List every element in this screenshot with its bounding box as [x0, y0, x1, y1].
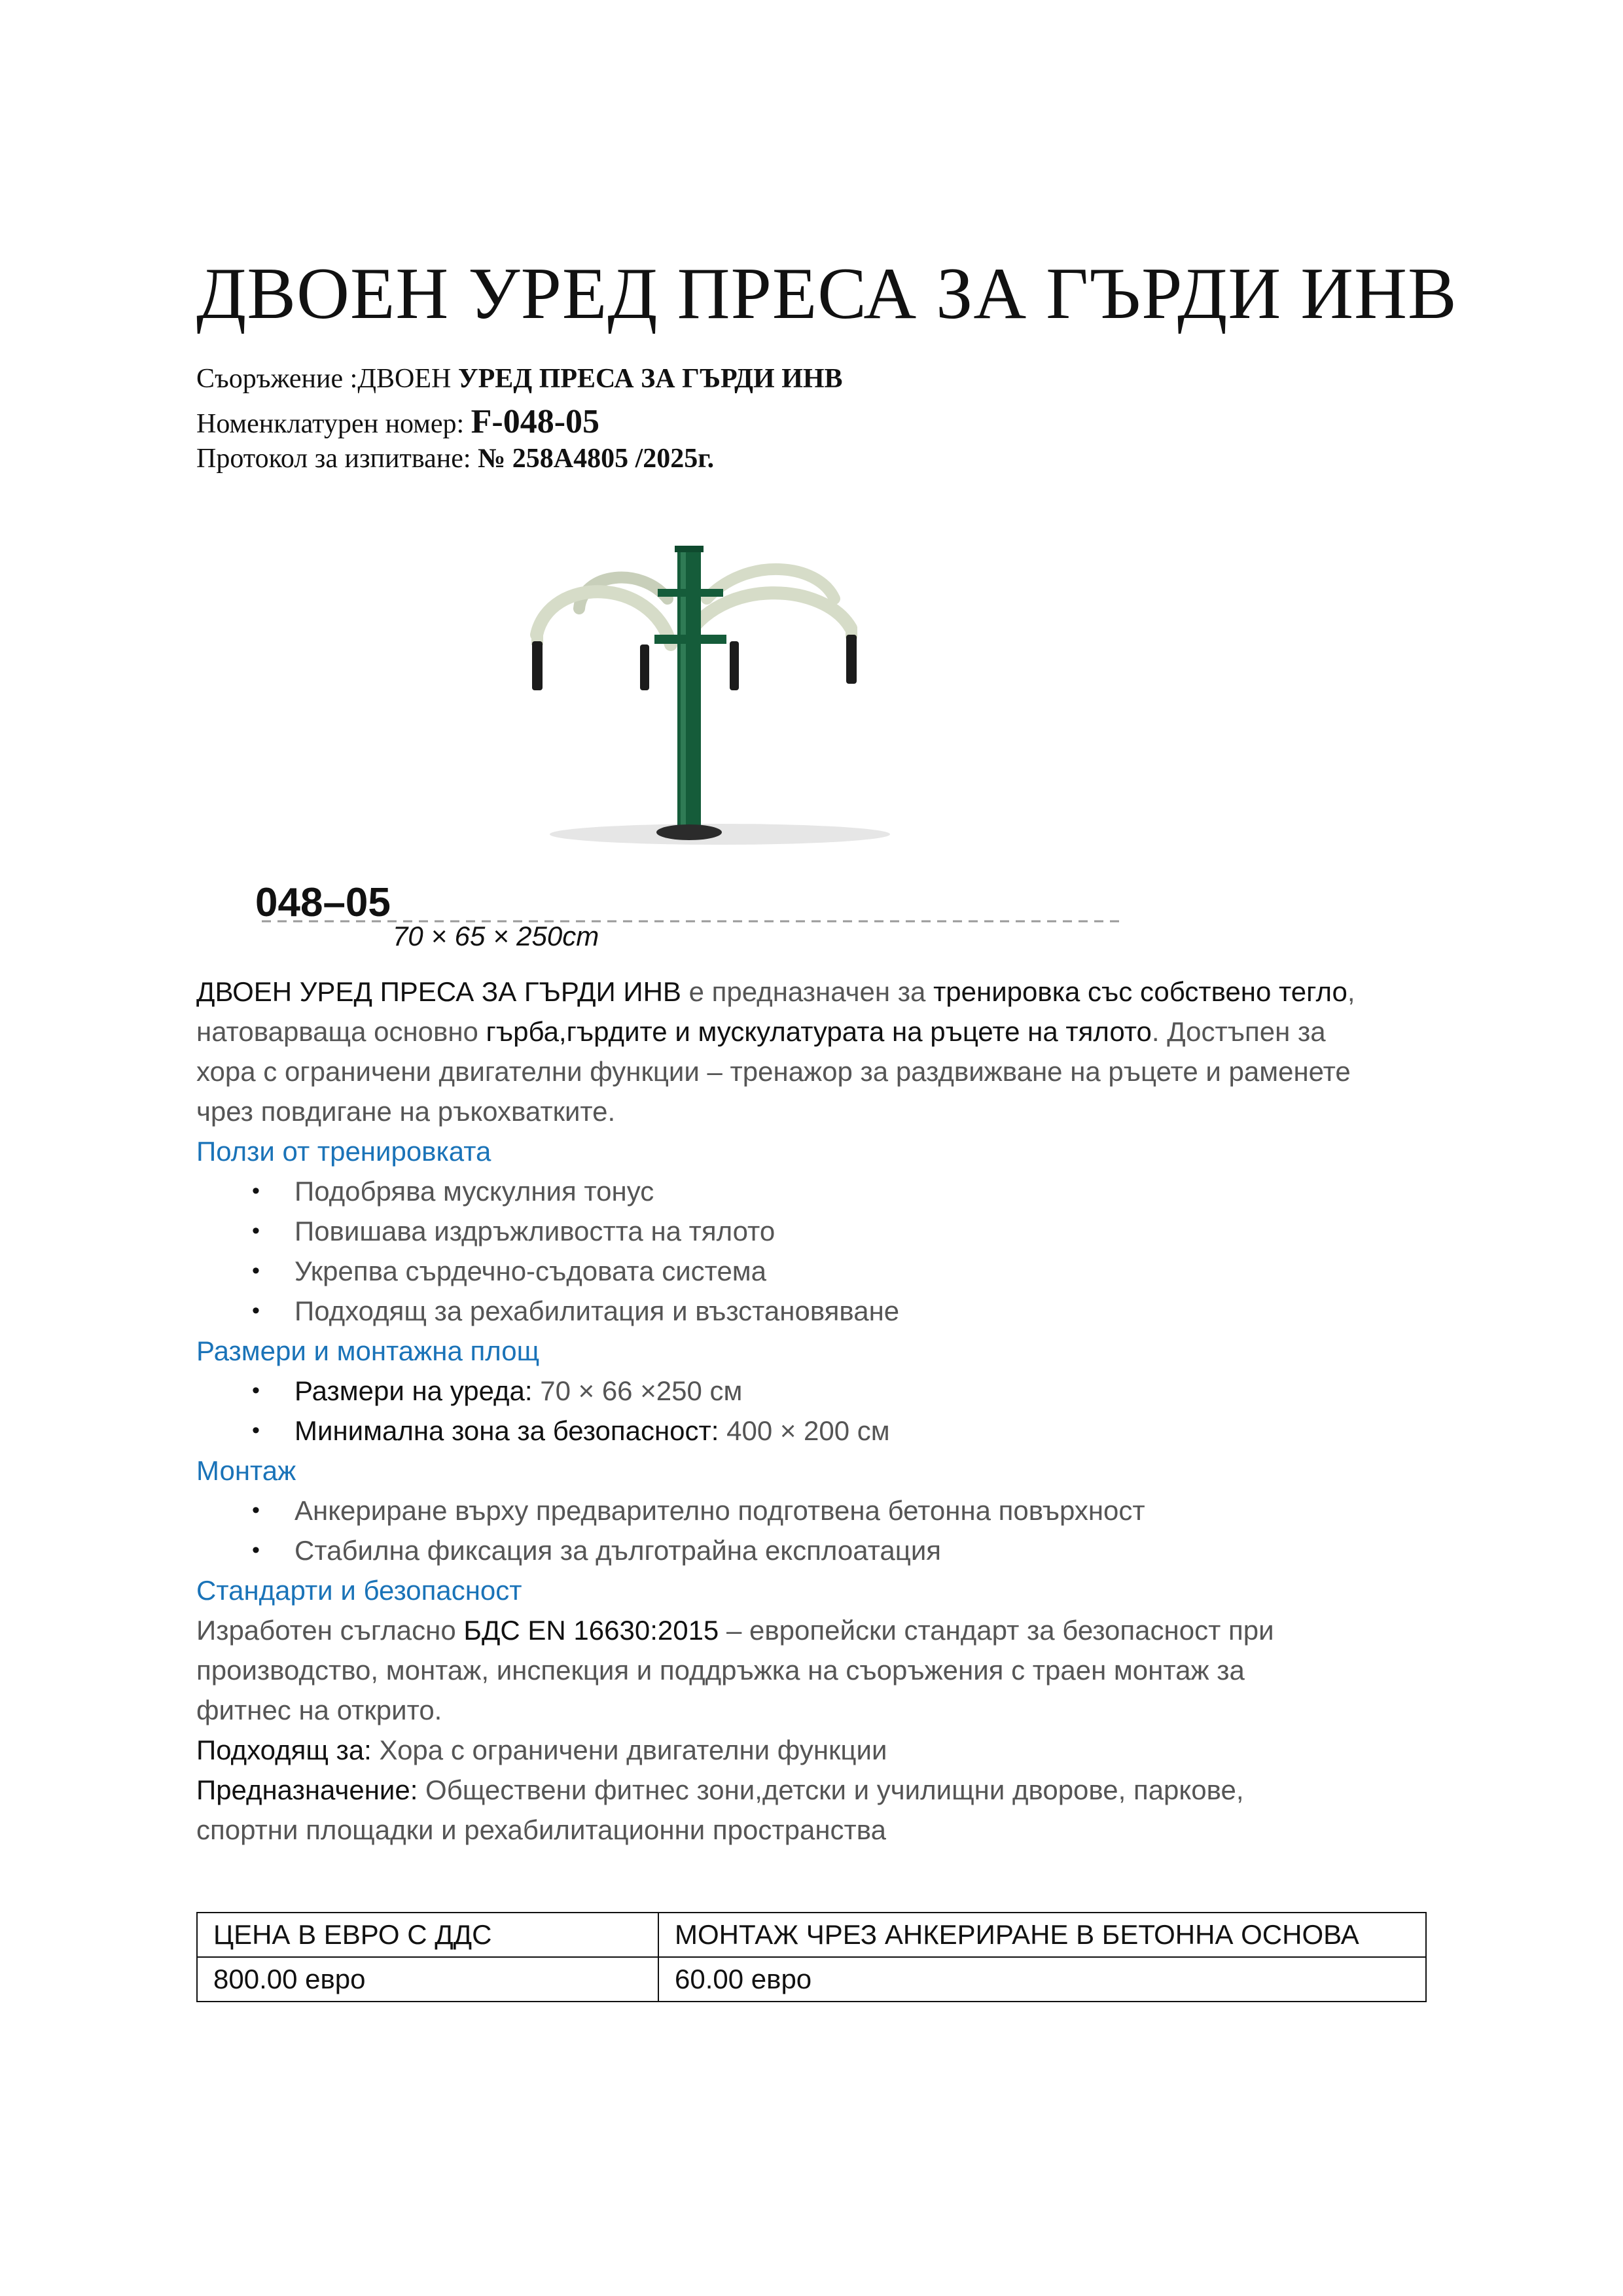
model-code: 048–05: [255, 880, 391, 925]
post-cap: [675, 546, 704, 552]
standards-line-2: производство, монтаж, инспекция и поддръжка на съоръжения с траен монтаж за: [196, 1655, 1245, 1686]
nomenclature-line: [196, 402, 599, 441]
standards-line-1: Изработен съгласно БДС EN 16630:2015 – европейски стандарт за безопасност при: [196, 1615, 1274, 1646]
sizes-heading: Размери и монтажна площ: [196, 1335, 540, 1366]
facility-value: УРЕД ПРЕСА ЗА ГЪРДИ ИНВ: [457, 364, 843, 394]
post-base: [656, 824, 722, 840]
standards-line-3: фитнес на открито.: [196, 1695, 442, 1725]
handle: [640, 645, 649, 690]
document-title: ДВОЕН УРЕД ПРЕСА ЗА ГЪРДИ ИНВ: [196, 253, 1457, 334]
table-row: [197, 1957, 1426, 2002]
list-item: • Укрепва сърдечно-съдовата система: [196, 1251, 1440, 1291]
list-item: • Стабилна фиксация за дълготрайна експлоатация: [196, 1530, 1440, 1570]
list-item: • Подобрява мускулния тонус: [196, 1171, 1440, 1211]
suitable-line: Подходящ за: Хора с ограничени двигателни функции: [196, 1735, 887, 1765]
model-dimensions: 70 × 65 × 250cm: [393, 921, 599, 951]
nomenclature-label: Номенклатурен номер:: [196, 409, 471, 439]
bullet-icon: •: [252, 1538, 260, 1563]
standard-code: БДС EN 16630:2015: [463, 1615, 719, 1646]
description: [196, 972, 1440, 1850]
list-item: • Анкериране върху предварително подготвена бетонна повърхност: [196, 1491, 1440, 1530]
protocol-label: Протокол за изпитване:: [196, 444, 478, 474]
bullet-icon: •: [252, 1218, 260, 1243]
bullet-icon: •: [252, 1378, 260, 1403]
mounting-heading: Монтаж: [196, 1455, 296, 1486]
facility-line: [196, 363, 843, 395]
intro-line-4: чрез повдигане на ръкохватките.: [196, 1096, 616, 1127]
intro-line-3: хора с ограничени двигателни функции – тренажор за раздвижване на ръцете и раменете: [196, 1056, 1351, 1087]
benefits-heading: Ползи от тренировката: [196, 1136, 491, 1167]
product-image: [249, 537, 1126, 955]
intro-line-2: натоварваща основно гърба,гърдите и мускулатурата на ръцете на тялото. Достъпен за: [196, 1016, 1326, 1047]
table-header-mounting: МОНТАЖ ЧРЕЗ АНКЕРИРАНЕ В БЕТОННА ОСНОВА: [658, 1913, 1426, 1957]
table-header-price: ЦЕНА В ЕВРО С ДДС: [197, 1913, 658, 1957]
mounting-value: 60.00 евро: [658, 1957, 1426, 2002]
price-table: [196, 1912, 1427, 2002]
bracket: [654, 635, 726, 644]
bullet-icon: •: [252, 1418, 260, 1443]
purpose-line: Предназначение: Обществени фитнес зони,детски и училищни дворове, паркове,: [196, 1775, 1244, 1805]
bullet-icon: •: [252, 1498, 260, 1523]
bullet-icon: •: [252, 1258, 260, 1283]
bullet-icon: •: [252, 1178, 260, 1203]
bracket: [658, 589, 723, 597]
standards-heading: Стандарти и безопасност: [196, 1575, 522, 1606]
benefits-list: [196, 1171, 1440, 1331]
intro-name: ДВОЕН УРЕД ПРЕСА ЗА ГЪРДИ ИНВ: [196, 976, 681, 1007]
list-item: • Подходящ за рехабилитация и възстановяване: [196, 1291, 1440, 1331]
price-value: 800.00 евро: [197, 1957, 658, 2002]
list-item: • Размери на уреда: 70 × 66 ×250 см: [196, 1371, 1440, 1411]
list-item: • Минимална зона за безопасност: 400 × 200 см: [196, 1411, 1440, 1451]
intro-bold-2: гърба,гърдите и мускулатурата на ръцете на тялото: [486, 1016, 1152, 1047]
bullet-icon: •: [252, 1298, 260, 1323]
protocol-value: № 258А4805 /2025г.: [478, 444, 715, 474]
purpose-line-2: спортни площадки и рехабилитационни пространства: [196, 1814, 886, 1845]
nomenclature-value: F-048-05: [471, 403, 600, 440]
handle: [846, 635, 857, 684]
front-left-arm: [537, 592, 671, 645]
protocol-line: [196, 443, 714, 474]
intro-bold-1: тренировка със собствено тегло: [933, 976, 1347, 1007]
table-row: [197, 1913, 1426, 1957]
list-item: • Повишава издръжливостта на тялото: [196, 1211, 1440, 1251]
handle: [532, 641, 543, 690]
sizes-list: [196, 1371, 1440, 1451]
mounting-list: [196, 1491, 1440, 1570]
handle: [730, 641, 739, 690]
intro-line-1: ДВОЕН УРЕД ПРЕСА ЗА ГЪРДИ ИНВ е предназначен за тренировка със собствено тегло,: [196, 976, 1355, 1007]
facility-label: Съоръжение :ДВОЕН: [196, 364, 458, 394]
